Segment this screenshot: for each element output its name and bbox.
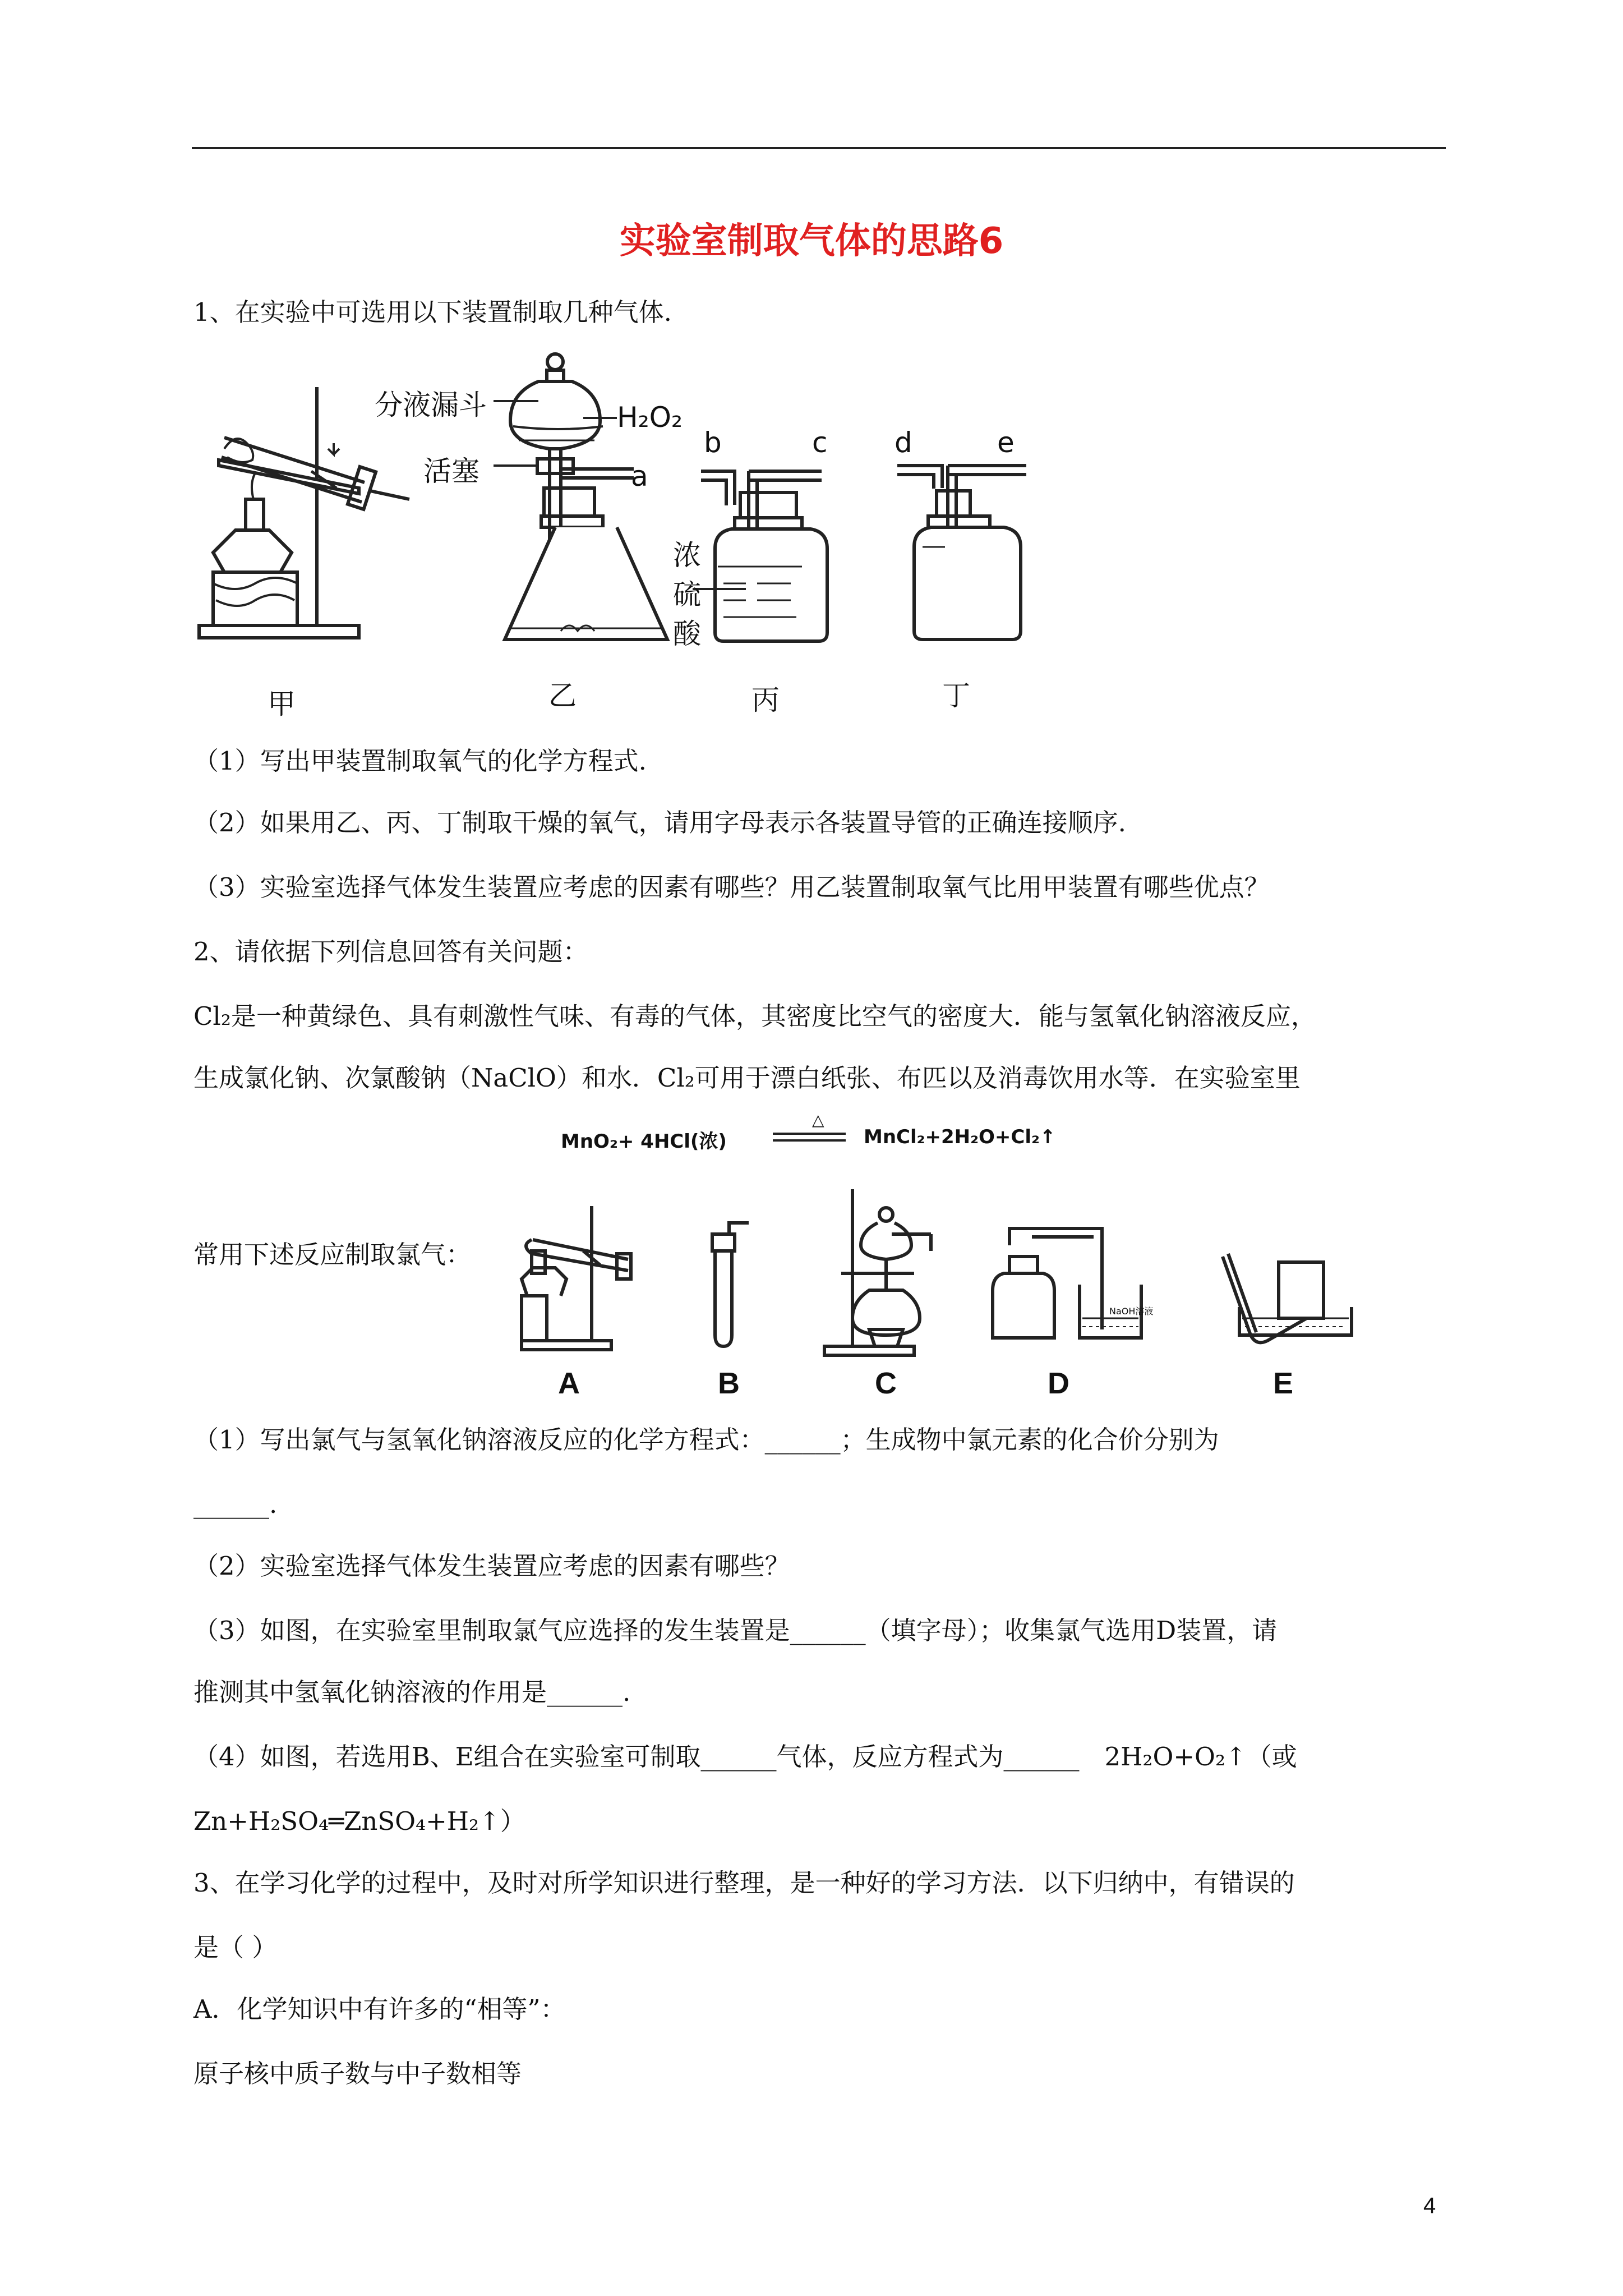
equation-right: MnCl₂+2H₂O+Cl₂↑ [864,1126,1056,1148]
label-jia: 甲 [268,688,296,720]
stopcock-label: 活塞 [423,455,479,487]
apparatus-A [522,1206,631,1350]
label-bing: 丙 [751,684,780,716]
acid-label-2: 硫 [673,578,701,611]
page-title: 实验室制取气体的思路6 [619,220,1004,262]
label-C: C [875,1366,897,1400]
apparatus-E [1223,1254,1352,1342]
q2-info-line3: 常用下述反应制取氯气： [193,1240,472,1269]
q1-stem: 1、在实验中可选用以下装置制取几种气体. [193,297,672,327]
q3-stem-line1: 3、在学习化学的过程中，及时对所学知识进行整理，是一种好的学习方法．以下归纳中，有错误的 [193,1868,1295,1898]
tube-b-label: b [704,426,722,459]
q3-option-a-item1: 原子核中质子数与中子数相等 [193,2059,522,2088]
q2-stem: 2、请依据下列信息回答有关问题： [193,937,588,967]
acid-label-1: 浓 [673,539,701,572]
label-yi: 乙 [548,679,577,712]
h2o2-label: H₂O₂ [617,401,683,434]
q3-stem-line2: 是（ ） [193,1932,278,1962]
q2-info-line2: 生成氯化钠、次氯酸钠（NaClO）和水．Cl₂可用于漂白纸张、布匹以及消毒饮用水等．在实验室里 [193,1063,1301,1093]
label-ding: 丁 [942,679,970,712]
apparatus-C [824,1189,931,1355]
q1-sub3: （3）实验室选择气体发生装置应考虑的因素有哪些？用乙装置制取氧气比用甲装置有哪些优点？ [193,872,1270,902]
acid-label-3: 酸 [673,618,701,650]
equation-left: MnO₂+ 4HCl(浓) [561,1130,727,1153]
tube-d-label: d [895,426,912,459]
tube-e-label: e [997,426,1015,459]
page-number: 4 [1423,2193,1436,2218]
q2-sub3-line1: （3）如图，在实验室里制取氯气应选择的发生装置是______（填字母）；收集氯气选用D装置，请 [193,1616,1278,1645]
q3-option-a: A．化学知识中有许多的“相等”： [193,1994,566,2024]
label-A: A [558,1366,580,1400]
q2-sub4-line2: Zn+H₂SO₄═ZnSO₄+H₂↑） [193,1806,525,1836]
equation-condition: △ [812,1111,824,1129]
q1-sub1: （1）写出甲装置制取氧气的化学方程式. [193,746,647,776]
q2-sub1-line1: （1）写出氯气与氢氧化钠溶液反应的化学方程式：______；生成物中氯元素的化合价分别为 [193,1425,1219,1455]
label-D: D [1048,1366,1069,1400]
q2-info-line1: Cl₂是一种黄绿色、具有刺激性气味、有毒的气体，其密度比空气的密度大．能与氢氧化钠溶液反应， [193,1001,1316,1031]
q2-sub4-line1: （4）如图，若选用B、E组合在实验室可制取______气体，反应方程式为______ 2H₂O+O₂↑（或 [193,1742,1297,1772]
q2-sub2: （2）实验室选择气体发生装置应考虑的因素有哪些？ [193,1551,790,1581]
q2-sub3-line2: 推测其中氢氧化钠溶液的作用是______. [193,1677,631,1707]
naoh-solution-label: NaOH溶液 [1109,1306,1154,1317]
label-E: E [1273,1366,1294,1400]
apparatus-B [712,1223,749,1346]
q2-sub1-line2: ______. [193,1489,278,1519]
label-B: B [718,1366,740,1400]
q1-sub2: （2）如果用乙、丙、丁制取干燥的氧气，请用字母表示各装置导管的正确连接顺序. [193,808,1126,838]
apparatus-D [993,1228,1141,1338]
funnel-label: 分液漏斗 [375,389,487,421]
tube-c-label: c [812,426,828,459]
tube-a-label: a [631,460,648,493]
